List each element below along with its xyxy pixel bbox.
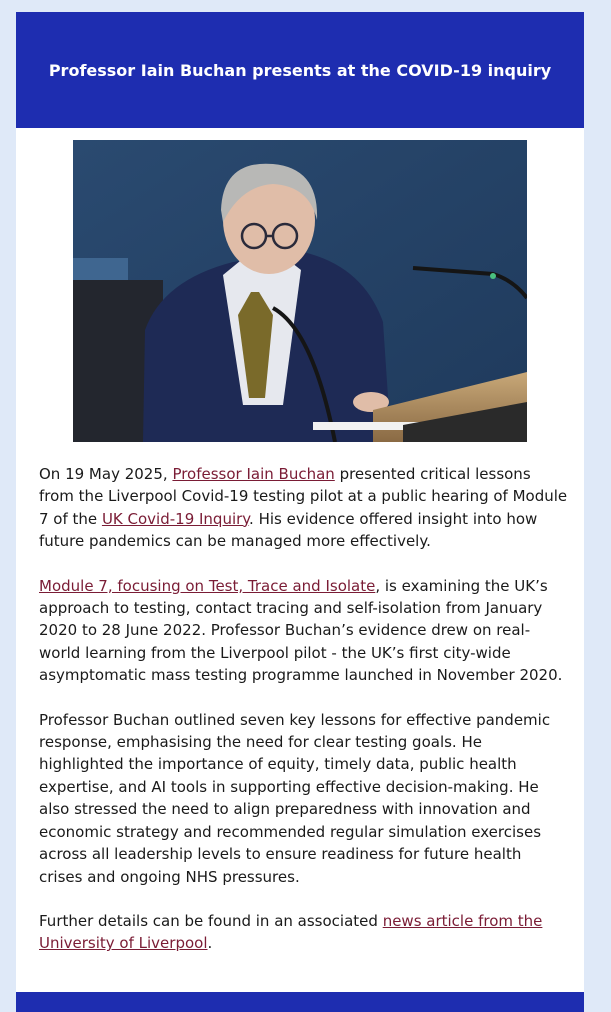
paragraph-text: , is examining the UK’s approach to testing, contact tracing and self-isolation from January 2020 to 28 June 2022. Professor Buchan’s evidence drew on real-world learning from the Liverpool pilot - the UK’s first city-wide asymptomatic mass testing programme launched in November 2020. (39, 576, 563, 685)
module-7-link[interactable]: Module 7, focusing on Test, Trace and Isolate (39, 576, 376, 595)
speaker-photo (73, 140, 527, 442)
footer-bar (16, 992, 584, 1012)
speaker-photo-graphic (73, 140, 527, 442)
paragraph-further-details (39, 910, 569, 955)
article-body (39, 463, 569, 977)
paragraph-text: . (207, 934, 213, 953)
paragraph-text: presented critical lessons from the Liverpool Covid-19 testing pilot at a public hearing of Module 7 of the (39, 465, 568, 528)
header-banner (16, 12, 584, 128)
paragraph-text: . His evidence offered insight into how future pandemics can be managed more effectively. (39, 509, 538, 551)
page-title: Professor Iain Buchan presents at the COVID-19 inquiry (48, 60, 552, 80)
paragraph-lessons: Professor Buchan outlined seven key lessons for effective pandemic response, emphasising the need for clear testing goals. He highlighted the importance of equity, timely data, public health expertise, and AI tools in supporting effective decision-making. He also stressed the need to align preparedness with innovation and economic strategy and recommended regular simulation exercises across all leadership levels to ensure readiness for future health crises and ongoing NHS pressures. (39, 710, 551, 886)
email-card (16, 12, 584, 1012)
professor-buchan-link[interactable]: Professor Iain Buchan (172, 465, 335, 483)
covid-inquiry-link[interactable]: UK Covid-19 Inquiry (101, 509, 250, 528)
paragraph-intro (39, 463, 569, 553)
paragraph-module7 (39, 575, 569, 687)
paragraph-text: Further details can be found in an associated (39, 911, 383, 930)
paragraph-text: On 19 May 2025, (39, 465, 173, 483)
news-article-link[interactable]: news article from the University of Liverpool (39, 911, 543, 953)
